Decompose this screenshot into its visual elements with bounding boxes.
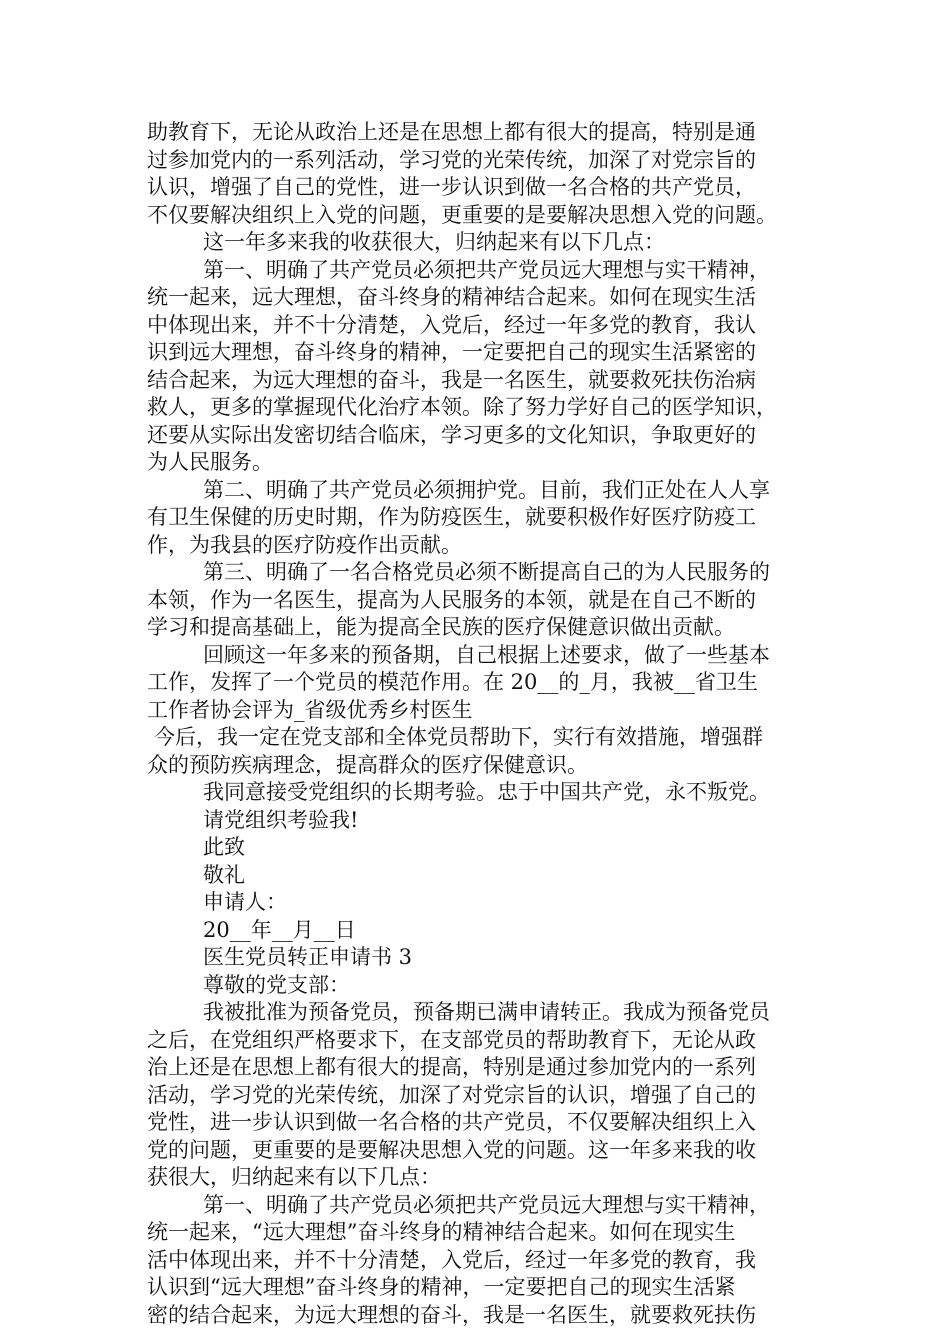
text-line: 众的预防疾病理念，提高群众的医疗保健意识。 xyxy=(147,752,588,777)
text-line: 第二、明确了共产党员必须拥护党。目前，我们正处在人人享 xyxy=(203,477,770,502)
text-line: 识到远大理想，奋斗终身的精神，一定要把自己的现实生活紧密的 xyxy=(147,340,756,364)
text-line: 统一起来，远大理想，奋斗终身的精神结合起来。如何在现实生活 xyxy=(147,285,756,309)
text-line: 有卫生保健的历史时期，作为防疫医生，就要积极作好医疗防疫工 xyxy=(147,505,756,529)
text-line: 我被批准为预备党员，预备期已满申请转正。我成为预备党员 xyxy=(203,1000,770,1024)
text-line: 回顾这一年多来的预备期，自己根据上述要求，做了一些基本 xyxy=(203,642,770,667)
text-line: 过参加党内的一系列活动，学习党的光荣传统，加深了对党宗旨的 xyxy=(147,147,756,172)
text-line: 还要从实际出发密切结合临床，学习更多的文化知识，争取更好的 xyxy=(147,422,756,447)
text-line: 结合起来，为远大理想的奋斗，我是一名医生，就要救死扶伤治病 xyxy=(147,367,756,392)
text-line: 这一年多来我的收获很大，归纳起来有以下几点： xyxy=(203,230,665,254)
text-line: 敬礼 xyxy=(203,862,245,887)
text-line: 中体现出来，并不十分清楚，入党后，经过一年多党的教育，我认 xyxy=(147,312,756,337)
text-line: 作，为我县的医疗防疫作出贡献。 xyxy=(147,532,462,557)
text-line: 治上还是在思想上都有很大的提高，特别是通过参加党内的一系列 xyxy=(147,1055,756,1079)
text-line: 第一、明确了共产党员必须把共产党员远大理想与实干精神， xyxy=(203,257,770,282)
text-line: 密的结合起来，为远大理想的奋斗，我是一名医生，就要救死扶伤 xyxy=(147,1302,756,1327)
text-line: 此致 xyxy=(203,835,245,859)
text-line: 工作者协会评为_省级优秀乡村医生 xyxy=(147,697,473,722)
text-line: 活动，学习党的光荣传统，加深了对党宗旨的认识，增强了自己的 xyxy=(147,1082,756,1107)
text-line: 我同意接受党组织的长期考验。忠于中国共产党，永不叛党。 xyxy=(203,780,770,804)
text-line: 统一起来，“远大理想”奋斗终身的精神结合起来。如何在现实生 xyxy=(147,1220,736,1244)
text-line: 今后，我一定在党支部和全体党员帮助下，实行有效措施，增强群 xyxy=(154,725,763,749)
text-line: 之后，在党组织严格要求下，在支部党员的帮助教育下，无论从政 xyxy=(147,1027,756,1052)
text-line: 获很大，归纳起来有以下几点： xyxy=(147,1165,441,1189)
text-line: 救人，更多的掌握现代化治疗本领。除了努力学好自己的医学知识， xyxy=(147,395,777,419)
text-line: 学习和提高基础上，能为提高全民族的医疗保健意识做出贡献。 xyxy=(147,615,735,639)
text-line: 活中体现出来，并不十分清楚，入党后，经过一年多党的教育，我 xyxy=(147,1247,756,1272)
text-line: 第一、明确了共产党员必须把共产党员远大理想与实干精神， xyxy=(203,1192,770,1217)
text-line: 不仅要解决组织上入党的问题，更重要的是要解决思想入党的问题。 xyxy=(147,202,777,227)
text-line: 党的问题，更重要的是要解决思想入党的问题。这一年多来我的收 xyxy=(147,1137,756,1162)
text-line: 尊敬的党支部： xyxy=(203,972,350,997)
text-line: 党性，进一步认识到做一名合格的共产党员，不仅要解决组织上入 xyxy=(147,1110,756,1134)
text-line: 助教育下，无论从政治上还是在思想上都有很大的提高，特别是通 xyxy=(147,120,756,144)
text-line: 医生党员转正申请书 3 xyxy=(203,945,413,969)
text-line: 工作，发挥了一个党员的模范作用。在 20__的_月，我被__省卫生 xyxy=(147,670,758,694)
document-body xyxy=(147,119,827,1329)
text-line: 认识到“远大理想”奋斗终身的精神，一定要把自己的现实生活紧 xyxy=(147,1275,736,1299)
text-line: 认识，增强了自己的党性，进一步认识到做一名合格的共产党员， xyxy=(147,175,756,199)
text-line: 20__年__月__日 xyxy=(203,917,356,942)
text-line: 申请人： xyxy=(203,890,287,914)
text-line: 为人民服务。 xyxy=(147,450,273,474)
text-line: 请党组织考验我! xyxy=(203,807,359,832)
text-line: 本领，作为一名医生，提高为人民服务的本领，就是在自己不断的 xyxy=(147,587,756,612)
text-line: 第三、明确了一名合格党员必须不断提高自己的为人民服务的 xyxy=(203,560,770,584)
